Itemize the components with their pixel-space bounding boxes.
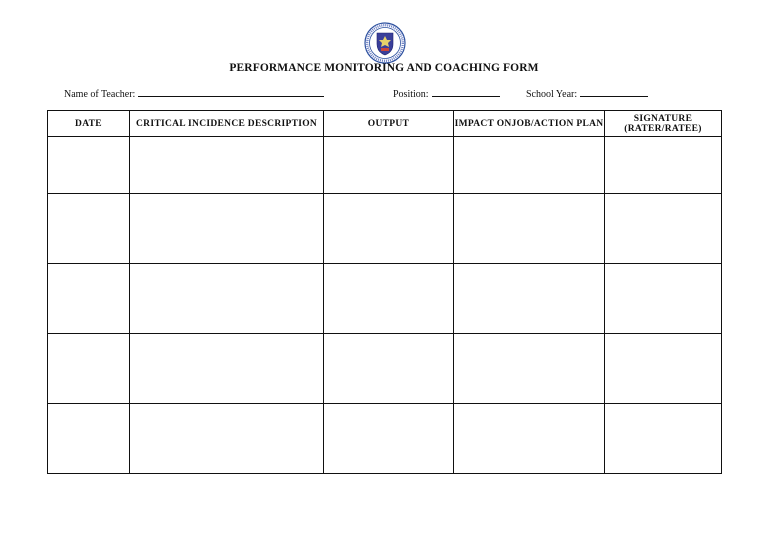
table-row [48,264,722,334]
cell-date[interactable] [48,404,130,474]
deped-seal-icon [364,22,406,64]
name-of-teacher-field [64,87,324,100]
cell-impact-action-plan[interactable] [454,404,605,474]
cell-signature[interactable] [605,137,722,194]
school-year-blank[interactable] [580,87,648,97]
cell-signature[interactable] [605,194,722,264]
cell-critical-incidence-description[interactable] [130,194,324,264]
table-body [48,137,722,474]
name-of-teacher-blank[interactable] [138,87,324,97]
cell-output[interactable] [324,137,454,194]
cell-date[interactable] [48,334,130,404]
school-year-field [526,87,648,100]
deped-seal-graphic [364,22,406,64]
header-impact-on-job-action-plan: IMPACT ONJOB/ACTION PLAN [454,111,605,137]
cell-signature[interactable] [605,334,722,404]
table-row [48,334,722,404]
cell-output[interactable] [324,264,454,334]
cell-signature[interactable] [605,404,722,474]
cell-impact-action-plan[interactable] [454,264,605,334]
cell-critical-incidence-description[interactable] [130,264,324,334]
cell-impact-action-plan[interactable] [454,137,605,194]
name-of-teacher-label: Name of Teacher: [64,89,136,100]
cell-signature[interactable] [605,264,722,334]
header-date: DATE [48,111,130,137]
cell-output[interactable] [324,334,454,404]
cell-output[interactable] [324,194,454,264]
cell-impact-action-plan[interactable] [454,334,605,404]
table-row [48,137,722,194]
cell-output[interactable] [324,404,454,474]
table-row [48,404,722,474]
position-label: Position: [393,89,429,100]
cell-impact-action-plan[interactable] [454,194,605,264]
cell-date[interactable] [48,264,130,334]
form-title: PERFORMANCE MONITORING AND COACHING FORM [229,62,539,74]
header-row [48,111,722,137]
monitoring-table [47,110,722,474]
header-critical-incidence-description: CRITICAL INCIDENCE DESCRIPTION [130,111,324,137]
header-output: OUTPUT [324,111,454,137]
position-field [393,87,500,100]
cell-critical-incidence-description[interactable] [130,137,324,194]
cell-date[interactable] [48,194,130,264]
header-signature: SIGNATURE (RATER/RATEE) [605,111,722,137]
cell-date[interactable] [48,137,130,194]
table-row [48,194,722,264]
cell-critical-incidence-description[interactable] [130,334,324,404]
school-year-label: School Year: [526,89,578,100]
cell-critical-incidence-description[interactable] [130,404,324,474]
position-blank[interactable] [432,87,500,97]
